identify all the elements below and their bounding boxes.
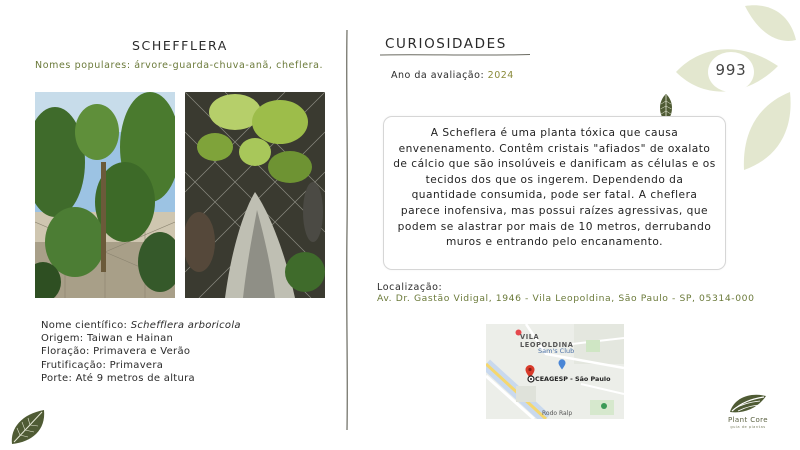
logo-name: Plant Core bbox=[727, 416, 769, 424]
evaluation-number: 993 bbox=[715, 61, 747, 79]
curiosity-text: A Scheflera é uma planta tóxica que causa envenenamento. Contêm cristais "afiados" de oxalato de cálcio que são insolúveis e danificam as células e os tecidos dos que os ingerem. Dependendo da quantidade consumida, pode ser fatal. A cheflera parece inofensiva, mas possui raízes agressivas, que podem se alastrar por mais de 10 metros, derrubando muros e entrando pelo encanamento. bbox=[393, 127, 716, 249]
evaluation-number-badge bbox=[708, 52, 754, 92]
plant-info-list bbox=[41, 319, 241, 385]
location-label: Localização: bbox=[377, 282, 443, 293]
plant-photo-tree bbox=[35, 92, 175, 298]
logo-tagline: guia de plantas bbox=[730, 425, 766, 429]
scientific-name-value: Schefflera arboricola bbox=[130, 320, 241, 331]
leaf-icon bbox=[8, 408, 48, 446]
year-label: Ano da avaliação: bbox=[391, 70, 488, 81]
vertical-divider bbox=[344, 30, 350, 430]
scientific-name-label: Nome científico: bbox=[41, 320, 131, 331]
map-district-line2: LEOPOLDINA bbox=[520, 340, 574, 349]
plant-photo-trunk bbox=[185, 92, 325, 298]
curiosity-card bbox=[383, 116, 726, 270]
map-district-line1: VILA bbox=[520, 333, 540, 341]
map-road-label: Rodo Ralp bbox=[542, 410, 573, 417]
size-row: Porte: Até 9 metros de altura bbox=[41, 372, 195, 384]
plant-title: SCHEFFLERA bbox=[132, 38, 228, 53]
map-poi-ceagesp: CEAGESP - São Paulo bbox=[535, 375, 611, 383]
target-marker-icon bbox=[527, 375, 535, 383]
popular-names: Nomes populares: árvore-guarda-chuva-anã, cheflera. bbox=[35, 60, 324, 71]
location-map[interactable] bbox=[486, 324, 624, 419]
flowering-row: Floração: Primavera e Verão bbox=[41, 346, 191, 358]
scientific-name-row bbox=[41, 319, 241, 332]
location-address: Av. Dr. Gastão Vidigal, 1946 - Vila Leopoldina, São Paulo - SP, 05314-000 bbox=[377, 293, 755, 304]
store-pin-icon bbox=[558, 359, 566, 370]
fruiting-row: Frutificação: Primavera bbox=[41, 359, 164, 371]
origin-row: Origem: Taiwan e Hainan bbox=[41, 333, 174, 345]
evaluation-year bbox=[391, 70, 514, 81]
plant-core-logo bbox=[728, 392, 768, 414]
curiosities-title: CURIOSIDADES bbox=[385, 36, 507, 52]
year-value: 2024 bbox=[487, 70, 514, 81]
map-poi-club: Sam's Club bbox=[538, 347, 575, 355]
title-underline bbox=[380, 53, 530, 57]
